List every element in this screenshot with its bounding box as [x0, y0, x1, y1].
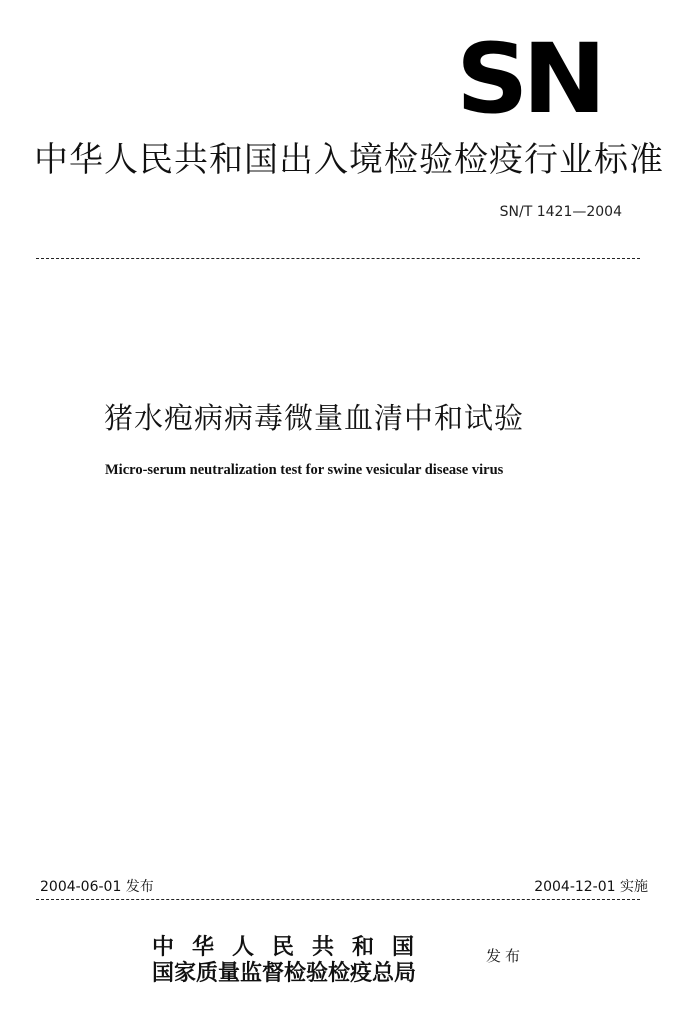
issuing-authority-heading: 中华人民共和国出入境检验检疫行业标准 [34, 140, 664, 180]
issue-date: 2004-06-01 发布 [40, 879, 154, 895]
standard-number: SN/T 1421—2004 [499, 204, 622, 220]
document-title-english: Micro-serum neutralization test for swine vesicular disease virus [105, 462, 504, 478]
sn-logo: SN [456, 23, 601, 135]
top-divider [36, 258, 640, 259]
document-title-chinese: 猪水疱病病毒微量血清中和试验 [104, 401, 525, 435]
effective-date: 2004-12-01 实施 [534, 879, 648, 895]
publish-label: 发布 [486, 947, 525, 965]
issuer-line-1: 中华人民共和国 [152, 934, 433, 960]
issuer-line-2: 国家质量监督检验检疫总局 [152, 960, 417, 986]
bottom-divider [36, 899, 640, 900]
